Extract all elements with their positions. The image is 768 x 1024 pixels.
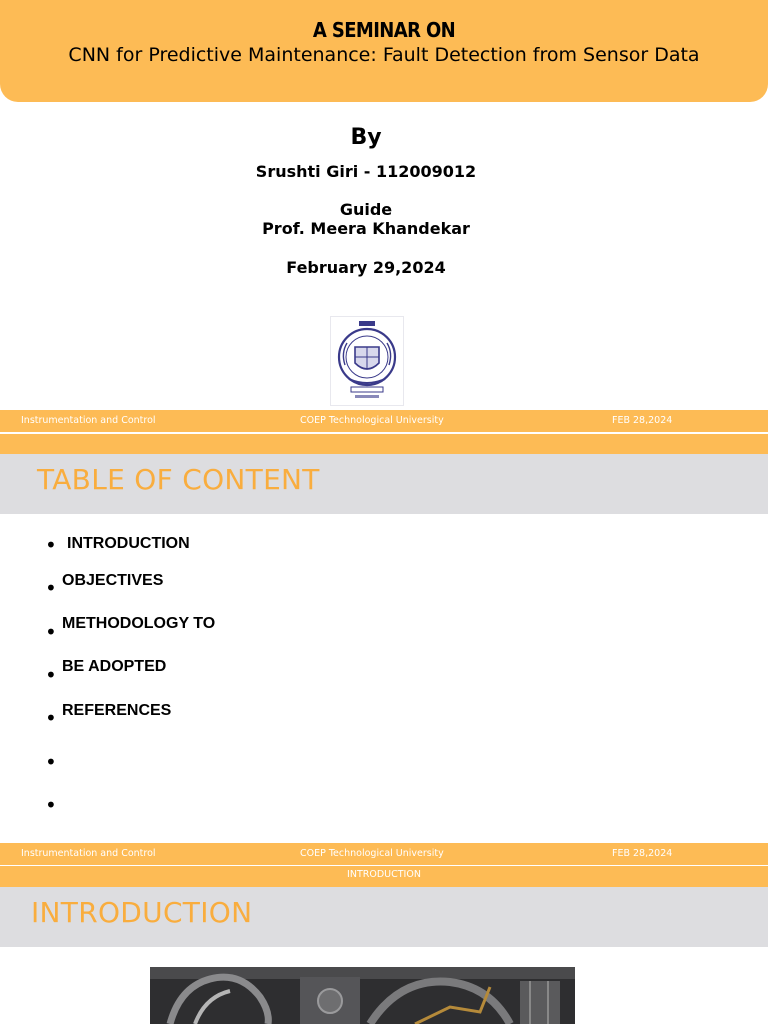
- bullet-icon: •: [45, 663, 57, 687]
- bullet-icon: •: [45, 793, 57, 817]
- bullet-icon: •: [45, 576, 57, 600]
- toc-heading: TABLE OF CONTENT: [37, 463, 320, 496]
- toc-item-introduction: INTRODUCTION: [67, 535, 190, 552]
- toc-item-objectives: OBJECTIVES: [62, 572, 164, 589]
- presentation-date: February 29,2024: [286, 258, 446, 277]
- footer-university: COEP Technological University: [300, 415, 444, 426]
- section-label: INTRODUCTION: [347, 869, 421, 880]
- footer-date: FEB 28,2024: [612, 848, 673, 859]
- header-bar-slide2: [0, 434, 768, 454]
- guide-label: Guide: [339, 200, 393, 219]
- footer-date: FEB 28,2024: [612, 415, 673, 426]
- footer-department: Instrumentation and Control: [21, 415, 156, 426]
- by-label: By: [350, 125, 382, 150]
- guide-name: Prof. Meera Khandekar: [262, 219, 470, 238]
- intro-heading-band: [0, 887, 768, 947]
- toc-item-methodology: METHODOLOGY TO: [62, 615, 216, 632]
- footer-bar: [0, 843, 768, 865]
- toc-heading-band: [0, 454, 768, 514]
- seminar-title: A SEMINAR ON: [312, 18, 456, 42]
- university-logo: [330, 316, 404, 406]
- bullet-icon: •: [45, 620, 57, 644]
- footer-university: COEP Technological University: [300, 848, 444, 859]
- author-line: Srushti Giri - 112009012: [255, 162, 477, 181]
- engine-photo: [150, 967, 575, 1024]
- title-banner: [0, 0, 768, 102]
- footer-department: Instrumentation and Control: [21, 848, 156, 859]
- intro-heading: INTRODUCTION: [31, 896, 253, 929]
- bullet-icon: •: [45, 533, 57, 557]
- section-label-bar: [0, 866, 768, 887]
- seminar-subtitle: CNN for Predictive Maintenance: Fault Detection from Sensor Data: [68, 44, 700, 66]
- bullet-icon: •: [45, 750, 57, 774]
- footer-bar: [0, 410, 768, 432]
- toc-item-references: REFERENCES: [62, 702, 172, 719]
- bullet-icon: •: [45, 706, 57, 730]
- toc-item-be-adopted: BE ADOPTED: [62, 658, 167, 675]
